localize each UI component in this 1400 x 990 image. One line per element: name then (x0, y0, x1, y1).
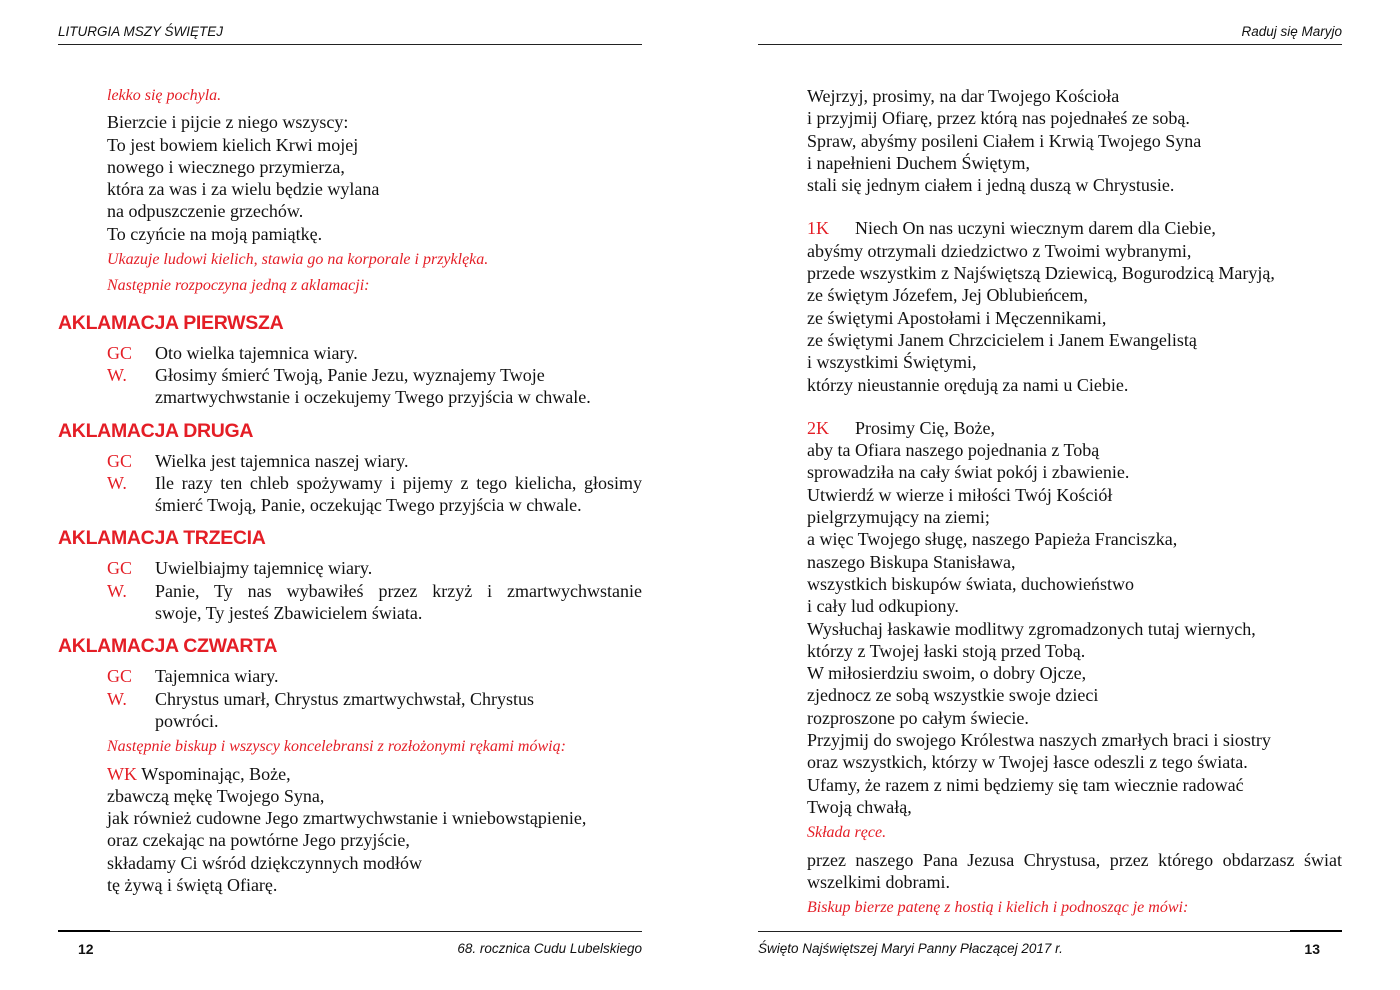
text-line: To jest bowiem kielich Krwi mojej (107, 134, 359, 155)
text-line: ze świętymi Apostołami i Męczennikami, (807, 307, 1107, 328)
text-line: i przyjmij Ofiarę, przez którą nas pojednałeś ze sobą. (807, 108, 1190, 129)
consecration-text (107, 111, 642, 245)
page-number: 12 (78, 941, 94, 957)
speaker-label: 2K (807, 417, 829, 438)
footer-rule-accent (1290, 930, 1342, 932)
text-line: aby ta Ofiara naszego pojednania z Tobą (807, 440, 1100, 461)
footer-rule (58, 931, 642, 932)
running-footer: Święto Najświętszej Maryi Panny Płaczącej 2017 r. (758, 941, 1063, 956)
response-text: Panie, Ty nas wybawiłeś przez krzyż i zmartwychwstanie (155, 580, 642, 601)
page-number: 13 (1304, 941, 1320, 957)
closing-paragraph: przez naszego Pana Jezusa Chrystusa, przez którego obdarzasz świat wszelkimi dobrami. (807, 849, 1342, 892)
text-line: i cały lud odkupiony. (807, 596, 959, 617)
response-text: zmartwychwstanie i oczekujemy Twego przyjścia w chwale. (155, 387, 591, 408)
response-text: śmierć Twoją, Panie, oczekując Twego przyjścia w chwale. (155, 495, 582, 516)
text-column (58, 85, 642, 896)
response-text: Tajemnica wiary. (155, 666, 279, 687)
text-line: jak również cudowne Jego zmartwychwstanie i wniebowstąpienie, (107, 808, 587, 829)
text-line: Wejrzyj, prosimy, na dar Twojego Kościoła (807, 86, 1120, 106)
rubric: Składa ręce. (807, 824, 887, 842)
response-text: Uwielbiajmy tajemnicę wiary. (155, 558, 373, 579)
response-text: Wielka jest tajemnica naszej wiary. (155, 450, 409, 471)
text-line: Spraw, abyśmy posileni Ciałem i Krwią Twojego Syna (807, 130, 1202, 151)
text-line: WK Wspominając, Boże, (107, 763, 291, 784)
text-line: a więc Twojego sługę, naszego Papieża Franciszka, (807, 529, 1178, 550)
text-line: składamy Ci wśród dziękczynnych modłów (107, 852, 422, 873)
text-line: przede wszystkim z Najświętszą Dziewicą, Bogurodzicą Maryją, (807, 263, 1275, 284)
text-line: i wszystkimi Świętymi, (807, 352, 977, 373)
response-text: Oto wielka tajemnica wiary. (155, 342, 358, 363)
text-line: 1K Niech On nas uczyni wiecznym darem dla Ciebie, (807, 218, 1216, 239)
speaker-label: W. (107, 472, 127, 493)
rubric: lekko się pochyla. (107, 87, 222, 104)
speaker-label: GC (107, 342, 133, 363)
text-line: którzy z Twojej łaski stoją przed Tobą. (807, 640, 1086, 661)
text-line: Ufamy, że razem z nimi będziemy się tam wiecznie radować (807, 774, 1244, 795)
text-line: zjednocz ze sobą wszystkie swoje dzieci (807, 685, 1099, 706)
text-line: wszystkich biskupów świata, duchowieństwo (807, 573, 1134, 594)
text-line: którzy nieustannie orędują za nami u Ciebie. (807, 374, 1129, 395)
text-line: stali się jednym ciałem i jedną duszą w Chrystusie. (807, 175, 1175, 196)
rubric: Ukazuje ludowi kielich, stawia go na korporale i przyklęka. (107, 251, 489, 269)
rubric: Następnie rozpoczyna jedną z aklamacji: (107, 277, 370, 295)
response-gc (107, 342, 642, 364)
text-line: nowego i wiecznego przymierza, (107, 156, 345, 177)
response-w (107, 472, 642, 517)
running-header: Raduj się Maryjo (1241, 24, 1342, 39)
section-heading: AKLAMACJA PIERWSZA (58, 311, 284, 334)
text-line: sprowadziła na cały świat pokój i zbawienie. (807, 462, 1130, 483)
text-line: Przyjmij do swojego Królestwa naszych zmarłych braci i siostry (807, 730, 1271, 751)
speaker-label: WK (107, 763, 137, 784)
text-line: i napełnieni Duchem Świętym, (807, 152, 1030, 173)
response-w (107, 688, 642, 733)
text-line: abyśmy otrzymali dziedzictwo z Twoimi wybranymi, (807, 240, 1192, 261)
text-line: na odpuszczenie grzechów. (107, 201, 304, 222)
text-column (807, 85, 1342, 919)
text-line: która za was i za wielu będzie wylana (107, 179, 380, 200)
text-line: Twoją chwałą, (807, 796, 912, 817)
footer-rule (758, 931, 1342, 932)
text-line: Bierzcie i pijcie z niego wszyscy: (107, 112, 349, 133)
text-line: ze świętymi Janem Chrzcicielem i Janem Ewangelistą (807, 329, 1197, 350)
response-text: swoje, Ty jesteś Zbawicielem świata. (155, 603, 423, 624)
speaker-label: GC (107, 666, 133, 687)
section-heading: AKLAMACJA CZWARTA (58, 635, 278, 658)
rubric: Następnie biskup i wszyscy koncelebransi z rozłożonymi rękami mówią: (107, 738, 566, 756)
speaker-label: W. (107, 688, 127, 709)
text-line: tę żywą i świętą Ofiarę. (107, 875, 278, 896)
speaker-label: W. (107, 364, 127, 385)
section-heading: AKLAMACJA DRUGA (58, 419, 254, 442)
rubric: Biskup bierze patenę z hostią i kielich i podnosząc je mówi: (807, 899, 1189, 917)
response-w (107, 364, 642, 409)
running-header: LITURGIA MSZY ŚWIĘTEJ (58, 24, 224, 39)
text-line: zbawczą mękę Twojego Syna, (107, 785, 325, 806)
text-line: rozproszone po całym świecie. (807, 707, 1029, 728)
response-text: powróci. (155, 710, 219, 731)
speaker-label: W. (107, 580, 127, 601)
running-footer: 68. rocznica Cudu Lubelskiego (457, 941, 642, 956)
response-gc (107, 450, 642, 472)
response-gc (107, 665, 642, 687)
speaker-label: 1K (807, 218, 829, 239)
header-rule (758, 44, 1342, 45)
text-line: oraz czekając na powtórne Jego przyjście, (107, 830, 410, 851)
text-line: ze świętym Józefem, Jej Oblubieńcem, (807, 285, 1088, 306)
speaker-label: GC (107, 558, 133, 579)
section-heading: AKLAMACJA TRZECIA (58, 527, 266, 550)
response-text: Chrystus umarł, Chrystus zmartwychwstał, Chrystus (155, 688, 534, 709)
right-page (700, 0, 1400, 990)
footer-rule-accent (58, 930, 110, 932)
response-text: Ile razy ten chleb spożywamy i pijemy z tego kielicha, głosimy (155, 472, 642, 493)
text-line: pielgrzymujący na ziemi; (807, 507, 990, 528)
text-line: oraz wszystkich, którzy w Twojej łasce odeszli z tego świata. (807, 752, 1248, 773)
text-line: To czyńcie na moją pamiątkę. (107, 223, 323, 244)
text-line: naszego Biskupa Stanisława, (807, 551, 1016, 572)
text-line: 2K Prosimy Cię, Boże, (807, 417, 995, 438)
text-line: Utwierdź w wierze i miłości Twój Kościół (807, 484, 1113, 505)
speaker-label: GC (107, 450, 133, 471)
response-gc (107, 557, 642, 579)
response-w (107, 580, 642, 625)
header-rule (58, 44, 642, 45)
text-line: W miłosierdziu swoim, o dobry Ojcze, (807, 663, 1087, 684)
text-line: Wysłuchaj łaskawie modlitwy zgromadzonych tutaj wiernych, (807, 618, 1256, 639)
response-text: Głosimy śmierć Twoją, Panie Jezu, wyznajemy Twoje (155, 364, 545, 385)
